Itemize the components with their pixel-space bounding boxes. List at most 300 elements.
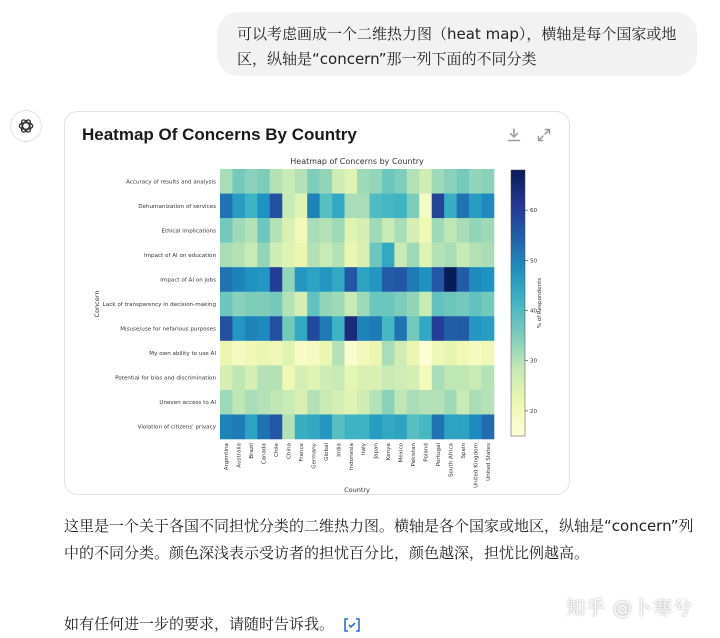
heatmap-cell [419, 341, 432, 366]
heatmap-cell [307, 365, 320, 390]
heatmap-cell [394, 365, 407, 390]
heatmap-cell [469, 169, 482, 194]
heatmap-cell [444, 194, 457, 219]
y-axis-label: Concern [93, 290, 101, 318]
x-tick-label: Kenya [386, 443, 393, 461]
heatmap-cell [482, 341, 495, 366]
heatmap-cell [369, 218, 382, 243]
heatmap-cell [457, 390, 470, 415]
heatmap-cell [457, 365, 470, 390]
heatmap-cell [282, 243, 295, 268]
heatmap-cell [457, 194, 470, 219]
heatmap-cell [220, 194, 233, 219]
download-icon [506, 127, 522, 143]
heatmap-cell [444, 169, 457, 194]
x-tick-label: United Kingdom [473, 443, 480, 488]
heatmap-cell [257, 341, 270, 366]
heatmap-cell [369, 267, 382, 292]
heatmap-cell [369, 365, 382, 390]
heatmap-cell [232, 194, 245, 219]
y-tick-label: Violation of citizens' privacy [137, 424, 216, 431]
y-tick-label: Impact of AI on education [143, 252, 216, 259]
heatmap-cell [382, 390, 395, 415]
watermark: 知乎 @卜寒兮 [566, 597, 694, 619]
heatmap-cell [332, 218, 345, 243]
heatmap-cell [307, 292, 320, 317]
heatmap-cell [357, 169, 370, 194]
heatmap-cell [407, 267, 420, 292]
heatmap-cell [320, 267, 333, 292]
heatmap-cell [457, 316, 470, 341]
expand-icon [536, 127, 552, 143]
heatmap-cell [432, 292, 445, 317]
heatmap-cell [382, 218, 395, 243]
x-tick-label: Germany [311, 443, 318, 469]
heatmap-cell [270, 243, 283, 268]
heatmap-cell [394, 414, 407, 439]
heatmap-cell [444, 341, 457, 366]
heatmap-cell [482, 414, 495, 439]
heatmap-cell [345, 341, 358, 366]
y-tick-label: My own ability to use AI [149, 351, 216, 358]
heatmap-cell [469, 316, 482, 341]
heatmap-cell [245, 341, 258, 366]
heatmap-cell [457, 414, 470, 439]
heatmap-cell [257, 316, 270, 341]
heatmap-cell [357, 243, 370, 268]
heatmap-cell [257, 218, 270, 243]
heatmap-cell [320, 292, 333, 317]
y-tick-label: Lack of transparency in decision-making [102, 302, 216, 308]
user-message-bubble [217, 12, 697, 76]
heatmap-cell [382, 414, 395, 439]
colorbar-label: % of Respondents [537, 277, 543, 329]
heatmap-cell [232, 341, 245, 366]
heatmap-cell [220, 365, 233, 390]
heatmap-cell [295, 341, 308, 366]
heatmap-cell [394, 169, 407, 194]
heatmap-cell [295, 414, 308, 439]
heatmap-cell [394, 390, 407, 415]
heatmap-cell [357, 292, 370, 317]
heatmap-cell [357, 267, 370, 292]
heatmap-cell [394, 316, 407, 341]
x-tick-label: Spain [460, 443, 467, 459]
heatmap-cell [469, 414, 482, 439]
heatmap-cell [369, 316, 382, 341]
heatmap-cell [345, 316, 358, 341]
heatmap-cell [444, 414, 457, 439]
heatmap-cell [245, 169, 258, 194]
heatmap-cell [295, 292, 308, 317]
heatmap-cell [307, 390, 320, 415]
heatmap-cell [282, 390, 295, 415]
heatmap-cell [469, 390, 482, 415]
heatmap-cell [482, 292, 495, 317]
heatmap-cell [357, 316, 370, 341]
heatmap-cell [469, 218, 482, 243]
heatmap-cell [394, 218, 407, 243]
heatmap-cell [257, 243, 270, 268]
x-tick-label: Italy [361, 443, 368, 456]
heatmap-cell [345, 292, 358, 317]
heatmap-cell [307, 169, 320, 194]
heatmap-cell [382, 267, 395, 292]
user-message-text: 可以考虑画成一个二维热力图（heat map），横轴是每个国家或地区，纵轴是“concern”那一列下面的不同分类 [237, 25, 677, 68]
x-tick-label: Pakistan [411, 443, 418, 467]
heatmap-cell [332, 243, 345, 268]
heatmap-cell [345, 243, 358, 268]
heatmap-cell [270, 169, 283, 194]
openai-logo-icon [16, 116, 36, 136]
heatmap-cell [220, 316, 233, 341]
x-tick-label: China [286, 443, 293, 459]
heatmap-cell [432, 218, 445, 243]
heatmap-cell [369, 243, 382, 268]
download-button[interactable] [505, 126, 523, 144]
heatmap-cell [345, 414, 358, 439]
heatmap-cell [320, 218, 333, 243]
heatmap-cell [245, 267, 258, 292]
chart-card [64, 111, 570, 495]
card-toolbar [505, 126, 553, 144]
heatmap-cell [307, 414, 320, 439]
heatmap-cell [245, 390, 258, 415]
heatmap-cell [307, 194, 320, 219]
y-tick-label: Accuracy of results and analysis [126, 179, 216, 186]
heatmap-cell [257, 292, 270, 317]
heatmap-cell [245, 218, 258, 243]
heatmap-cell [282, 169, 295, 194]
heatmap-cell [482, 267, 495, 292]
heatmap-cell [332, 341, 345, 366]
heatmap-cell [307, 267, 320, 292]
heatmap-cell [257, 194, 270, 219]
colorbar-tick-label: 20 [530, 408, 538, 415]
heatmap-cell [369, 414, 382, 439]
heatmap-cell [457, 218, 470, 243]
heatmap-cell [257, 169, 270, 194]
heatmap-cell [320, 169, 333, 194]
heatmap-cell [369, 194, 382, 219]
y-tick-label: Dehumanization of services [138, 203, 216, 210]
heatmap-cell [270, 365, 283, 390]
heatmap-cell [444, 267, 457, 292]
heatmap-cell [382, 169, 395, 194]
heatmap-cell [457, 243, 470, 268]
x-tick-label: Argentina [224, 443, 231, 471]
heatmap-cell [320, 243, 333, 268]
heatmap-cell [295, 365, 308, 390]
x-tick-label: India [336, 443, 343, 457]
heatmap-cell [245, 292, 258, 317]
x-tick-label: United States [485, 443, 492, 481]
heatmap-cell [320, 316, 333, 341]
heatmap-cell [270, 390, 283, 415]
heatmap-cell [220, 243, 233, 268]
heatmap-cell [432, 365, 445, 390]
heatmap-cell [232, 267, 245, 292]
heatmap-cell [469, 365, 482, 390]
heatmap-cell [407, 218, 420, 243]
x-tick-label: Portugal [435, 443, 442, 467]
assistant-avatar [10, 110, 42, 142]
heatmap-cell [419, 267, 432, 292]
x-tick-label: Global [323, 443, 330, 461]
heatmap-cell [357, 341, 370, 366]
heatmap-cell [295, 169, 308, 194]
heatmap-cell [345, 365, 358, 390]
y-tick-label: Uneven access to AI [159, 400, 216, 407]
heatmap-cell [320, 365, 333, 390]
colorbar-tick-label: 50 [530, 258, 538, 265]
x-tick-label: Indonesia [348, 443, 355, 471]
heatmap-cell [257, 414, 270, 439]
heatmap-cell [232, 292, 245, 317]
heatmap-cell [469, 267, 482, 292]
response-paragraph-2-text: 如有任何进一步的要求，请随时告诉我。 [64, 615, 335, 633]
heatmap-cell [394, 267, 407, 292]
heatmap-cell [245, 414, 258, 439]
heatmap-cell [357, 194, 370, 219]
heatmap-cell [257, 390, 270, 415]
x-tick-label: Mexico [398, 443, 405, 463]
heatmap-cell [345, 169, 358, 194]
heatmap-cell [369, 390, 382, 415]
heatmap-cell [220, 414, 233, 439]
heatmap-cell [295, 390, 308, 415]
heatmap-cell [469, 292, 482, 317]
heatmap-cell [407, 414, 420, 439]
heatmap-cell [220, 267, 233, 292]
x-tick-label: Poland [423, 443, 430, 462]
heatmap-cell [407, 341, 420, 366]
heatmap-cell [407, 365, 420, 390]
y-tick-label: Potential for bias and discrimination [115, 375, 216, 382]
heatmap-cell [369, 292, 382, 317]
heatmap-cell [282, 218, 295, 243]
heatmap-cell [245, 365, 258, 390]
heatmap-cell [270, 218, 283, 243]
heatmap-cell [307, 243, 320, 268]
y-tick-label: Impact of AI on jobs [160, 277, 216, 284]
heatmap-cell [432, 267, 445, 292]
heatmap-cell [232, 169, 245, 194]
heatmap-cell [482, 365, 495, 390]
heatmap-cell [282, 292, 295, 317]
x-tick-label: South Africa [448, 443, 455, 477]
heatmap-cell [457, 292, 470, 317]
heatmap-cell [232, 365, 245, 390]
heatmap-cell [419, 316, 432, 341]
heatmap-cell [419, 194, 432, 219]
heatmap-cell [270, 267, 283, 292]
heatmap-cell [444, 243, 457, 268]
heatmap-cell [382, 243, 395, 268]
heatmap-cell [469, 194, 482, 219]
colorbar-tick-label: 40 [530, 308, 538, 315]
heatmap-cell [432, 194, 445, 219]
heatmap-cell [345, 267, 358, 292]
heatmap-cell [282, 316, 295, 341]
heatmap-cell [457, 341, 470, 366]
colorbar-tick-label: 60 [530, 208, 538, 215]
heatmap-cell [419, 365, 432, 390]
heatmap-cell [295, 243, 308, 268]
heatmap-cell [245, 316, 258, 341]
heatmap-cell [482, 316, 495, 341]
heatmap-cell [257, 267, 270, 292]
heatmap-cell [444, 292, 457, 317]
heatmap-cell [357, 218, 370, 243]
heatmap-chart [65, 112, 569, 494]
x-tick-label: Australia [236, 443, 243, 468]
heatmap-cell [282, 414, 295, 439]
x-axis-label: Country [344, 486, 370, 494]
heatmap-cell [332, 365, 345, 390]
heatmap-cell [320, 194, 333, 219]
heatmap-cell [407, 169, 420, 194]
heatmap-cell [482, 243, 495, 268]
colorbar [511, 170, 525, 436]
heatmap-cell [282, 267, 295, 292]
heatmap-cell [220, 169, 233, 194]
heatmap-cell [432, 390, 445, 415]
heatmap-cell [444, 316, 457, 341]
heatmap-cell [357, 365, 370, 390]
chart-title: Heatmap of Concerns by Country [290, 157, 424, 166]
heatmap-cell [419, 390, 432, 415]
heatmap-cell [432, 341, 445, 366]
heatmap-cell [357, 414, 370, 439]
heatmap-cell [220, 341, 233, 366]
y-tick-label: Misuse/use for nefarious purposes [120, 326, 216, 333]
heatmap-cell [295, 267, 308, 292]
x-tick-label: Chile [274, 443, 281, 458]
heatmap-cell [245, 243, 258, 268]
x-tick-label: Japan [373, 443, 380, 459]
heatmap-cell [332, 267, 345, 292]
heatmap-cell [369, 169, 382, 194]
heatmap-cell [432, 169, 445, 194]
code-cursor-icon[interactable] [342, 617, 362, 633]
heatmap-cell [232, 243, 245, 268]
heatmap-cell [220, 390, 233, 415]
heatmap-cell [394, 194, 407, 219]
heatmap-cell [232, 316, 245, 341]
x-tick-label: Canada [261, 443, 268, 465]
heatmap-cell [270, 316, 283, 341]
x-tick-label: Brazil [249, 443, 256, 459]
heatmap-cell [220, 218, 233, 243]
heatmap-cell [282, 341, 295, 366]
heatmap-cell [320, 341, 333, 366]
heatmap-cell [307, 218, 320, 243]
heatmap-cell [444, 218, 457, 243]
heatmap-cell [232, 414, 245, 439]
x-tick-label: France [298, 443, 305, 462]
heatmap-cell [320, 390, 333, 415]
heatmap-cell [469, 341, 482, 366]
heatmap-cell [482, 390, 495, 415]
heatmap-cell [220, 292, 233, 317]
heatmap-cell [407, 316, 420, 341]
heatmap-cell [419, 218, 432, 243]
heatmap-cell [407, 390, 420, 415]
heatmap-cell [245, 194, 258, 219]
heatmap-cell [232, 218, 245, 243]
heatmap-cell [332, 292, 345, 317]
response-paragraph-1: 这里是一个关于各国不同担忧分类的二维热力图。横轴是各个国家或地区，纵轴是“concern”列中的不同分类。颜色深浅表示受访者的担忧百分比，颜色越深，担忧比例越高。 [64, 517, 694, 562]
heatmap-cell [332, 169, 345, 194]
heatmap-cell [444, 390, 457, 415]
heatmap-cell [345, 218, 358, 243]
heatmap-cell [295, 316, 308, 341]
heatmap-cell [382, 365, 395, 390]
colorbar-tick-label: 30 [530, 358, 538, 365]
heatmap-cell [332, 194, 345, 219]
heatmap-cell [382, 194, 395, 219]
heatmap-cell [482, 194, 495, 219]
heatmap-cell [270, 292, 283, 317]
heatmap-cell [419, 292, 432, 317]
heatmap-cell [345, 194, 358, 219]
heatmap-cell [444, 365, 457, 390]
heatmap-cell [394, 341, 407, 366]
heatmap-cell [394, 292, 407, 317]
heatmap-cell [382, 341, 395, 366]
heatmap-cell [419, 243, 432, 268]
heatmap-cell [369, 341, 382, 366]
heatmap-cell [419, 169, 432, 194]
heatmap-cell [457, 169, 470, 194]
heatmap-cell [357, 390, 370, 415]
heatmap-cell [469, 243, 482, 268]
heatmap-cell [432, 414, 445, 439]
heatmap-cell [382, 316, 395, 341]
heatmap-cell [407, 194, 420, 219]
heatmap-cell [432, 316, 445, 341]
heatmap-cell [407, 292, 420, 317]
heatmap-cell [295, 218, 308, 243]
heatmap-cell [332, 414, 345, 439]
heatmap-cell [232, 390, 245, 415]
heatmap-cell [457, 267, 470, 292]
heatmap-cell [482, 218, 495, 243]
heatmap-cell [270, 341, 283, 366]
heatmap-cell [432, 243, 445, 268]
heatmap-cell [282, 194, 295, 219]
expand-button[interactable] [535, 126, 553, 144]
heatmap-cell [307, 316, 320, 341]
heatmap-cell [419, 414, 432, 439]
card-title: Heatmap Of Concerns By Country [82, 125, 357, 144]
heatmap-cell [332, 390, 345, 415]
heatmap-cell [270, 414, 283, 439]
heatmap-cell [270, 194, 283, 219]
y-tick-label: Ethical implications [161, 228, 216, 235]
heatmap-cell [320, 414, 333, 439]
heatmap-cell [257, 365, 270, 390]
heatmap-cell [407, 243, 420, 268]
heatmap-cell [295, 194, 308, 219]
heatmap-cell [307, 341, 320, 366]
heatmap-cell [482, 169, 495, 194]
heatmap-cell [282, 365, 295, 390]
heatmap-cell [332, 316, 345, 341]
heatmap-cell [394, 243, 407, 268]
heatmap-cell [382, 292, 395, 317]
